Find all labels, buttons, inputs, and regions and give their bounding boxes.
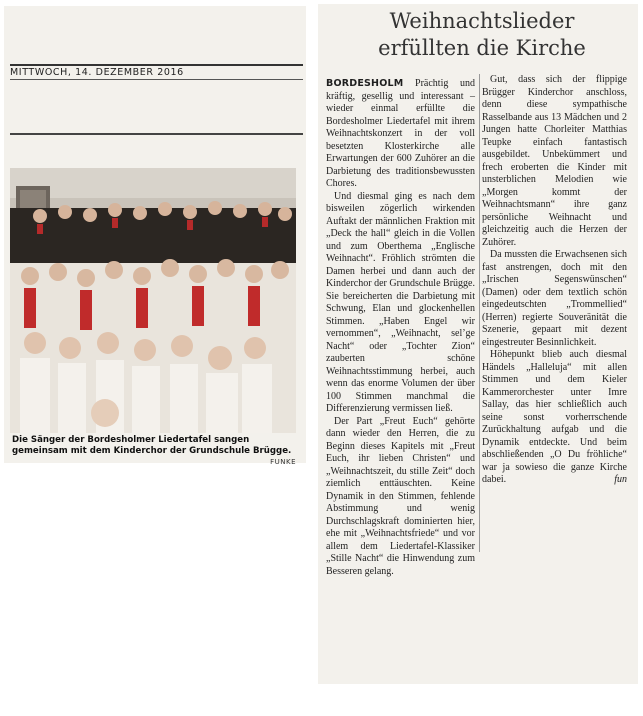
- paragraph: [482, 349, 627, 487]
- paragraph: Der Part „Freut Euch“ gehörte dann wieder den Herren, die zu Beginn dieses Kapitels mit „Freut Euch, ihr lieben Christen“ und „Weihnachtszeit, du stille Zeit“ doch ziemlich enttäuschten. Keine Dynamik in den Stimmen, fehlende Abstimmung und wenig Durchschlagskraft dominierten hier, ehe mit „Weihnachtsfriede“ und vor allem dem Liedertafel-Klassiker „Stille Nacht“ die Hinwendung zum Besseren gelang.: [326, 415, 475, 577]
- article-column-1: [326, 78, 475, 578]
- paragraph-text: Prächtig und kräftig, gesellig und interessant – wieder einmal erfüllte die Bordesholmer Liedertafel mit ihrem Weihnachtskonzert in der voll besetzten Klosterkirche alle Erwartungen der 600 Zuhörer an die Darbietung des traditionsbewussten Chores.: [326, 78, 475, 189]
- paragraph: [326, 78, 475, 191]
- choir-photo: [10, 168, 296, 433]
- column-divider: [479, 74, 480, 552]
- photo-caption: [12, 435, 296, 468]
- paragraph-text: Höhepunkt blieb auch diesmal Händels „Halleluja“ mit allen Stimmen und dem Kieler Kammerorchester unter Imre Sallay, das hier schließlich auch seine sonst vorherrschende Zurückhaltung aufgab und die Dynamik entdeckte. Und beim abschließenden „O Du fröhliche“ war ja sowieso die ganze Kirche dabei.: [482, 349, 627, 485]
- section-rule: [10, 133, 303, 135]
- author-initials: fun: [614, 474, 627, 485]
- choir-photo-illustration: [10, 168, 296, 433]
- headline-line-2: erfüllten die Kirche: [378, 36, 586, 60]
- paragraph: Gut, dass sich der flippige Brügger Kinderchor anschloss, denn diese sympathische Rasselbande aus 13 Mädchen und 2 Jungen hatte Chorleiter Matthias Teupke einfach fantastisch ausgebildet. Unbekümmert und frech eroberten die Kinder mit unsterblichen Melodien wie „Morgen kommt der Weihnachtsmann“ ihre ganz persönliche Weihnacht und gleichzeitig auch die Herzen der Zuhörer.: [482, 74, 627, 248]
- photo-credit: FUNKE: [270, 458, 296, 466]
- paragraph: Und diesmal ging es nach dem bisweilen zögerlich wirkenden Auftakt der männlichen Fraktion mit „Deck the hall“ gleich in die Vollen und zum Oberthema „Englische Weihnacht“. Fröhlich strömten die Damen herbei und dann auch der Kinderchor der Grundschule Brügge. Sie bereicherten die Darbietung mit Schwung, Elan und glockenhellen Stimmen. „Haben Engel wir vernommen“, „Weihnacht, sel’ge Nacht“ oder „Tochter Zion“ zauberten schöne Weihnachtsstimmung herbei, auch wenn das enorme Volumen der über 100 Stimmen manchmal die Differenzierung vermissen ließ.: [326, 190, 475, 414]
- date-line: MITTWOCH, 14. DEZEMBER 2016: [10, 64, 303, 78]
- dateline-kicker: BORDESHOLM: [326, 78, 404, 89]
- caption-text: Die Sänger der Bordesholmer Liedertafel sangen gemeinsam mit dem Kinderchor der Grundschule Brügge.: [12, 435, 292, 456]
- paragraph: Da mussten die Erwachsenen sich fast anstrengen, doch mit den „Irischen Segenswünschen“ (Damen) oder dem textlich schön eingedeutschten „Trommellied“ (Herren) regierte Souveränität die Szenerie, gepaart mit dezent eingestreuter Besinnlichkeit.: [482, 249, 627, 348]
- article-column-2: [482, 74, 627, 487]
- headline-line-1: Weihnachtslieder: [389, 9, 575, 33]
- date-rule: [10, 79, 303, 80]
- article-headline: [334, 8, 630, 62]
